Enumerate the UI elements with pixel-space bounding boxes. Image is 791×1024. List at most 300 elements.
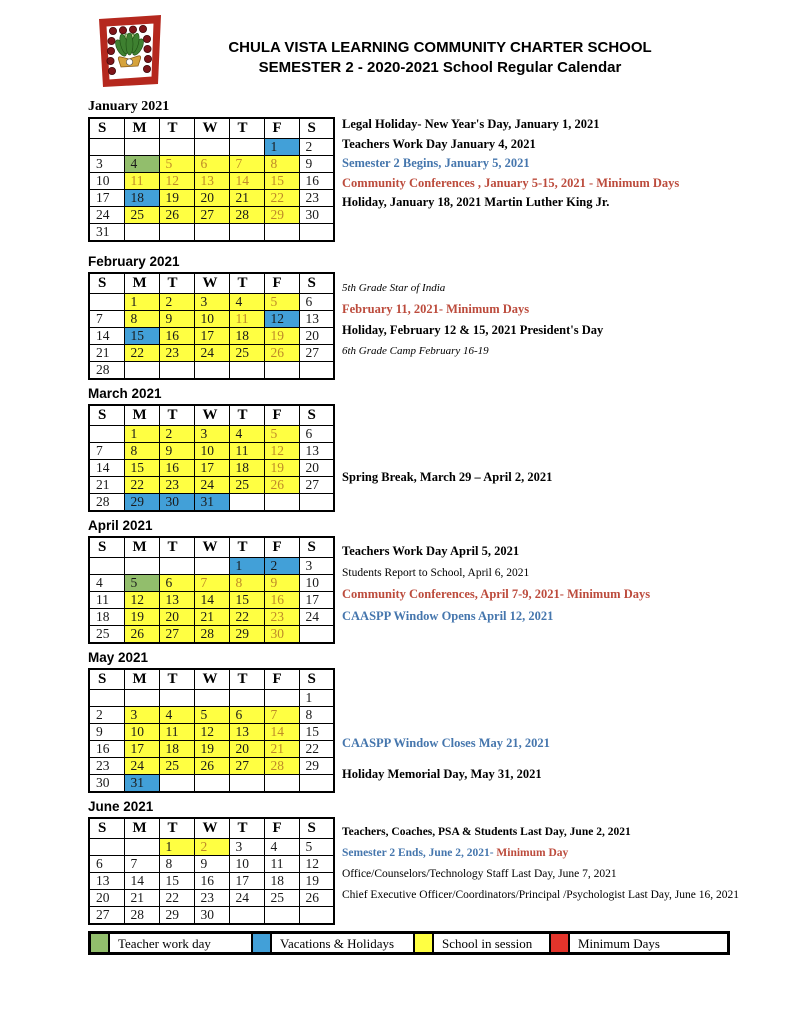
calendar-day-cell: 18 [229,328,264,345]
week-row [89,362,334,380]
note-text: Holiday Memorial Day, May 31, 2021 [342,767,542,781]
calendar-day-cell: 2 [89,707,124,724]
calendar-day-cell [299,362,334,380]
week-row [89,173,334,190]
school-name: CHULA VISTA LEARNING COMMUNITY CHARTER SCHOOL [228,39,652,56]
day-header-cell: M [124,537,159,558]
calendar-day-cell [124,224,159,242]
calendar-day-cell: 6 [89,856,124,873]
calendar-day-cell: 27 [194,207,229,224]
calendar-day-cell: 26 [124,626,159,644]
calendar-day-cell: 2 [159,426,194,443]
calendar-day-cell: 4 [264,839,299,856]
calendar-day-cell: 5 [264,294,299,311]
calendar-day-cell: 24 [124,758,159,775]
calendar-day-cell: 29 [229,626,264,644]
calendar-day-cell: 1 [299,690,334,707]
calendar-day-cell [124,558,159,575]
calendar-day-cell: 15 [264,173,299,190]
calendar-day-cell: 25 [159,758,194,775]
note-line [342,541,650,563]
calendar-header-row [89,405,334,426]
calendar-day-cell: 5 [124,575,159,592]
day-header-cell: S [299,118,334,139]
calendar-day-cell: 28 [89,362,124,380]
calendar-day-cell: 8 [299,707,334,724]
calendar-day-cell: 28 [124,907,159,925]
note-line [342,733,550,754]
note-text: Students Report to School, April 6, 2021 [342,566,530,579]
calendar-day-cell: 16 [299,173,334,190]
calendar-day-cell [299,494,334,512]
calendar-day-cell: 16 [159,460,194,477]
day-header-cell: T [229,405,264,426]
day-header-cell: T [159,818,194,839]
calendar-day-cell: 10 [229,856,264,873]
day-header-cell: T [159,669,194,690]
calendar-day-cell: 30 [299,207,334,224]
week-row [89,494,334,512]
calendar-day-cell: 4 [159,707,194,724]
calendar-day-cell: 22 [124,345,159,362]
week-row [89,311,334,328]
calendar-day-cell: 7 [124,856,159,873]
calendar-day-cell: 17 [229,873,264,890]
calendar-day-cell: 29 [264,207,299,224]
calendar-day-cell: 18 [159,741,194,758]
month-notes [342,541,650,627]
day-header-cell: S [89,405,124,426]
calendar-day-cell [89,839,124,856]
day-header-cell: M [124,405,159,426]
calendar-day-cell: 4 [229,426,264,443]
calendar-day-cell: 27 [159,626,194,644]
note-text: Teachers Work Day January 4, 2021 [342,136,536,151]
day-header-cell: S [299,405,334,426]
calendar-day-cell [264,362,299,380]
calendar-day-cell: 12 [264,311,299,328]
note-text: CAASPP Window Opens April 12, 2021 [342,608,554,623]
calendar-day-cell: 29 [124,494,159,512]
month-notes [342,733,550,785]
month-title: March 2021 [88,386,162,401]
calendar-day-cell: 6 [299,294,334,311]
week-row [89,775,334,793]
calendar-body [89,294,334,380]
day-header-cell: F [264,405,299,426]
legend-label: School in session [433,933,550,953]
calendar-day-cell: 25 [229,345,264,362]
calendar-day-cell: 28 [229,207,264,224]
calendar-day-cell [159,775,194,793]
calendar-day-cell: 20 [299,328,334,345]
calendar-day-cell: 15 [124,460,159,477]
calendar-day-cell: 3 [194,426,229,443]
calendar-day-cell: 10 [194,311,229,328]
calendar-day-cell: 21 [264,741,299,758]
calendar-day-cell: 12 [194,724,229,741]
calendar-day-cell [124,839,159,856]
day-header-cell: S [89,818,124,839]
month-notes [342,468,552,488]
calendar-day-cell: 18 [124,190,159,207]
month-calendar [88,536,335,644]
month-title: February 2021 [88,254,180,269]
day-header-cell: F [264,273,299,294]
note-text: 5th Grade Star of India [342,282,446,294]
week-row [89,139,334,156]
note-text: Chief Executive Officer/Coordinators/Principal /Psychologist Last Day, June 16, 2021 [342,889,739,901]
calendar-day-cell [159,558,194,575]
calendar-day-cell: 14 [229,173,264,190]
month-calendar [88,668,335,793]
calendar-day-cell [124,690,159,707]
calendar-day-cell: 21 [89,477,124,494]
calendar-day-cell [89,558,124,575]
calendar-day-cell: 24 [229,890,264,907]
month-title: April 2021 [88,518,153,533]
calendar-day-cell [299,775,334,793]
calendar-day-cell [229,907,264,925]
calendar-day-cell: 16 [194,873,229,890]
day-header-cell: S [299,273,334,294]
calendar-day-cell: 10 [299,575,334,592]
calendar-day-cell: 18 [264,873,299,890]
calendar-day-cell: 27 [299,345,334,362]
day-header-cell: T [229,537,264,558]
calendar-day-cell: 25 [124,207,159,224]
day-header-cell: T [159,537,194,558]
calendar-day-cell: 3 [194,294,229,311]
calendar-day-cell: 20 [229,741,264,758]
calendar-day-cell [194,362,229,380]
calendar-day-cell: 14 [89,328,124,345]
calendar-day-cell: 30 [159,494,194,512]
calendar-day-cell: 31 [194,494,229,512]
calendar-day-cell: 31 [124,775,159,793]
note-line [342,885,739,906]
calendar-body [89,139,334,242]
calendar-day-cell: 3 [124,707,159,724]
calendar-day-cell [159,690,194,707]
legend-item [414,933,550,953]
calendar-day-cell: 29 [299,758,334,775]
calendar-day-cell: 3 [229,839,264,856]
month-block [88,386,788,512]
calendar-day-cell: 7 [194,575,229,592]
day-header-cell: F [264,537,299,558]
day-header-row [89,669,334,690]
note-text: February 11, 2021- Minimum Days [342,302,530,316]
day-header-cell: M [124,818,159,839]
week-row [89,190,334,207]
calendar-day-cell [89,139,124,156]
month-notes [342,115,679,213]
calendar-day-cell: 11 [159,724,194,741]
calendar-day-cell: 27 [299,477,334,494]
legend-color-swatch [90,933,109,953]
week-row [89,626,334,644]
calendar-day-cell: 6 [194,156,229,173]
week-row [89,156,334,173]
calendar-day-cell [124,139,159,156]
calendar-day-cell: 23 [264,609,299,626]
day-header-cell: M [124,273,159,294]
calendar-day-cell: 20 [159,609,194,626]
color-legend [88,931,730,955]
day-header-cell: S [89,273,124,294]
calendar-day-cell: 17 [194,460,229,477]
week-row [89,856,334,873]
calendar-day-cell: 30 [194,907,229,925]
calendar-day-cell [299,626,334,644]
note-text: Minimum Day [496,847,569,859]
calendar-day-cell: 22 [299,741,334,758]
calendar-day-cell: 31 [89,224,124,242]
calendar-day-cell [89,426,124,443]
calendar-day-cell: 17 [124,741,159,758]
day-header-cell: T [229,669,264,690]
calendar-day-cell: 23 [299,190,334,207]
calendar-day-cell: 13 [89,873,124,890]
day-header-cell: F [264,118,299,139]
note-text: Community Conferences, April 7-9, 2021- Minimum Days [342,587,651,601]
calendar-day-cell: 19 [299,873,334,890]
month-block [88,650,788,793]
note-text: Semester 2 Begins, January 5, 2021 [342,156,530,170]
calendar-day-cell: 13 [194,173,229,190]
calendar-day-cell: 14 [89,460,124,477]
week-row [89,592,334,609]
week-row [89,907,334,925]
week-row [89,443,334,460]
calendar-day-cell: 22 [159,890,194,907]
calendar-day-cell: 28 [89,494,124,512]
calendar-day-cell: 10 [194,443,229,460]
calendar-day-cell: 13 [229,724,264,741]
note-line [342,822,739,843]
calendar-day-cell: 15 [229,592,264,609]
calendar-day-cell: 22 [124,477,159,494]
calendar-header-row [89,118,334,139]
legend-label: Vacations & Holidays [271,933,414,953]
calendar-day-cell: 30 [264,626,299,644]
legend-item [252,933,414,953]
calendar-day-cell: 25 [229,477,264,494]
calendar-day-cell [264,690,299,707]
calendar-day-cell: 25 [264,890,299,907]
calendar-day-cell: 2 [194,839,229,856]
day-header-cell: W [194,537,229,558]
note-text: Office/Counselors/Technology Staff Last Day, June 7, 2021 [342,868,617,880]
day-header-cell: M [124,669,159,690]
calendar-day-cell: 22 [229,609,264,626]
week-row [89,839,334,856]
calendar-day-cell [124,362,159,380]
calendar-day-cell: 25 [89,626,124,644]
calendar-header-row [89,537,334,558]
calendar-day-cell: 26 [194,758,229,775]
week-row [89,707,334,724]
calendar-day-cell: 13 [299,311,334,328]
week-row [89,690,334,707]
note-text: Spring Break, March 29 – April 2, 2021 [342,470,553,484]
day-header-cell: T [159,273,194,294]
calendar-day-cell: 1 [124,426,159,443]
calendar-day-cell: 24 [194,345,229,362]
calendar-body [89,690,334,793]
calendar-day-cell [194,558,229,575]
day-header-cell: S [299,669,334,690]
week-row [89,224,334,242]
note-line [342,468,552,488]
calendar-day-cell: 3 [89,156,124,173]
calendar-day-cell: 11 [89,592,124,609]
week-row [89,294,334,311]
calendar-day-cell: 2 [159,294,194,311]
calendar-day-cell: 5 [159,156,194,173]
calendar-day-cell: 8 [124,311,159,328]
calendar-day-cell [194,690,229,707]
legend-color-swatch [550,933,569,953]
calendar-day-cell: 7 [229,156,264,173]
day-header-cell: W [194,118,229,139]
note-line [342,174,679,194]
day-header-cell: S [89,537,124,558]
calendar-day-cell: 8 [159,856,194,873]
week-row [89,328,334,345]
calendar-day-cell: 6 [159,575,194,592]
calendar-day-cell: 7 [264,707,299,724]
note-line [342,320,603,341]
day-header-cell: W [194,273,229,294]
calendar-day-cell: 19 [124,609,159,626]
calendar-day-cell: 27 [229,758,264,775]
week-row [89,758,334,775]
calendar-day-cell [159,362,194,380]
week-row [89,460,334,477]
calendar-day-cell [159,139,194,156]
note-line [342,764,550,785]
calendar-day-cell: 27 [89,907,124,925]
note-line [342,299,603,320]
note-line [342,563,650,585]
calendar-day-cell [89,294,124,311]
legend-item [90,933,252,953]
calendar-day-cell: 4 [229,294,264,311]
calendar-day-cell [264,907,299,925]
day-header-cell: T [229,818,264,839]
calendar-day-cell: 14 [124,873,159,890]
day-header-row [89,818,334,839]
calendar-day-cell: 23 [159,345,194,362]
day-header-cell: T [159,118,194,139]
calendar-day-cell: 16 [264,592,299,609]
calendar-day-cell: 19 [264,460,299,477]
calendar-day-cell: 8 [229,575,264,592]
month-calendar [88,817,335,925]
month-calendar [88,404,335,512]
note-line [342,584,650,606]
calendar-day-cell: 26 [299,890,334,907]
day-header-cell: S [89,118,124,139]
day-header-cell: T [229,273,264,294]
calendar-day-cell: 11 [229,443,264,460]
month-title: June 2021 [88,799,154,814]
day-header-cell: S [89,669,124,690]
month-block [88,518,788,644]
week-row [89,426,334,443]
calendar-day-cell: 7 [89,443,124,460]
calendar-day-cell [299,224,334,242]
calendar-day-cell: 5 [299,839,334,856]
note-text: Legal Holiday- New Year's Day, January 1, 2021 [342,117,600,131]
calendar-day-cell: 1 [124,294,159,311]
calendar-day-cell: 21 [89,345,124,362]
note-text: Holiday, January 18, 2021 Martin Luther King Jr. [342,195,610,209]
calendar-day-cell: 11 [264,856,299,873]
calendar-header-row [89,669,334,690]
calendar-day-cell: 26 [264,345,299,362]
calendar-day-cell: 20 [299,460,334,477]
calendar-day-cell: 15 [159,873,194,890]
calendar-day-cell [299,907,334,925]
calendar-day-cell: 18 [229,460,264,477]
legend-item [550,933,728,953]
month-block [88,254,788,380]
calendar-day-cell: 20 [194,190,229,207]
note-text: Teachers, Coaches, PSA & Students Last Day, June 2, 2021 [342,826,631,838]
calendar-day-cell: 9 [159,311,194,328]
calendar-day-cell: 28 [264,758,299,775]
calendar-day-cell: 9 [264,575,299,592]
calendar-day-cell: 2 [264,558,299,575]
calendar-day-cell: 12 [159,173,194,190]
calendar-day-cell: 29 [159,907,194,925]
month-block [88,799,788,925]
day-header-row [89,537,334,558]
calendar-day-cell: 16 [159,328,194,345]
note-text: Holiday, February 12 & 15, 2021 President's Day [342,323,604,337]
week-row [89,724,334,741]
calendar-day-cell: 7 [89,311,124,328]
calendar-day-cell: 18 [89,609,124,626]
calendar-body [89,558,334,644]
calendar-day-cell: 3 [299,558,334,575]
calendar-day-cell: 4 [89,575,124,592]
calendar-day-cell [194,775,229,793]
calendar-day-cell [229,775,264,793]
week-row [89,207,334,224]
note-line [342,278,603,299]
legend-label: Minimum Days [569,933,728,953]
week-row [89,890,334,907]
calendar-day-cell: 19 [264,328,299,345]
calendar-day-cell [229,362,264,380]
calendar-day-cell: 17 [194,328,229,345]
calendar-day-cell: 2 [299,139,334,156]
day-header-cell: F [264,818,299,839]
calendar-day-cell [229,494,264,512]
calendar-day-cell: 19 [159,190,194,207]
note-line [342,864,739,885]
calendar-day-cell: 14 [194,592,229,609]
month-notes [342,278,603,362]
note-line [342,135,679,155]
note-text: CAASPP Window Closes May 21, 2021 [342,736,550,750]
month-calendar [88,117,335,242]
calendar-day-cell: 10 [124,724,159,741]
